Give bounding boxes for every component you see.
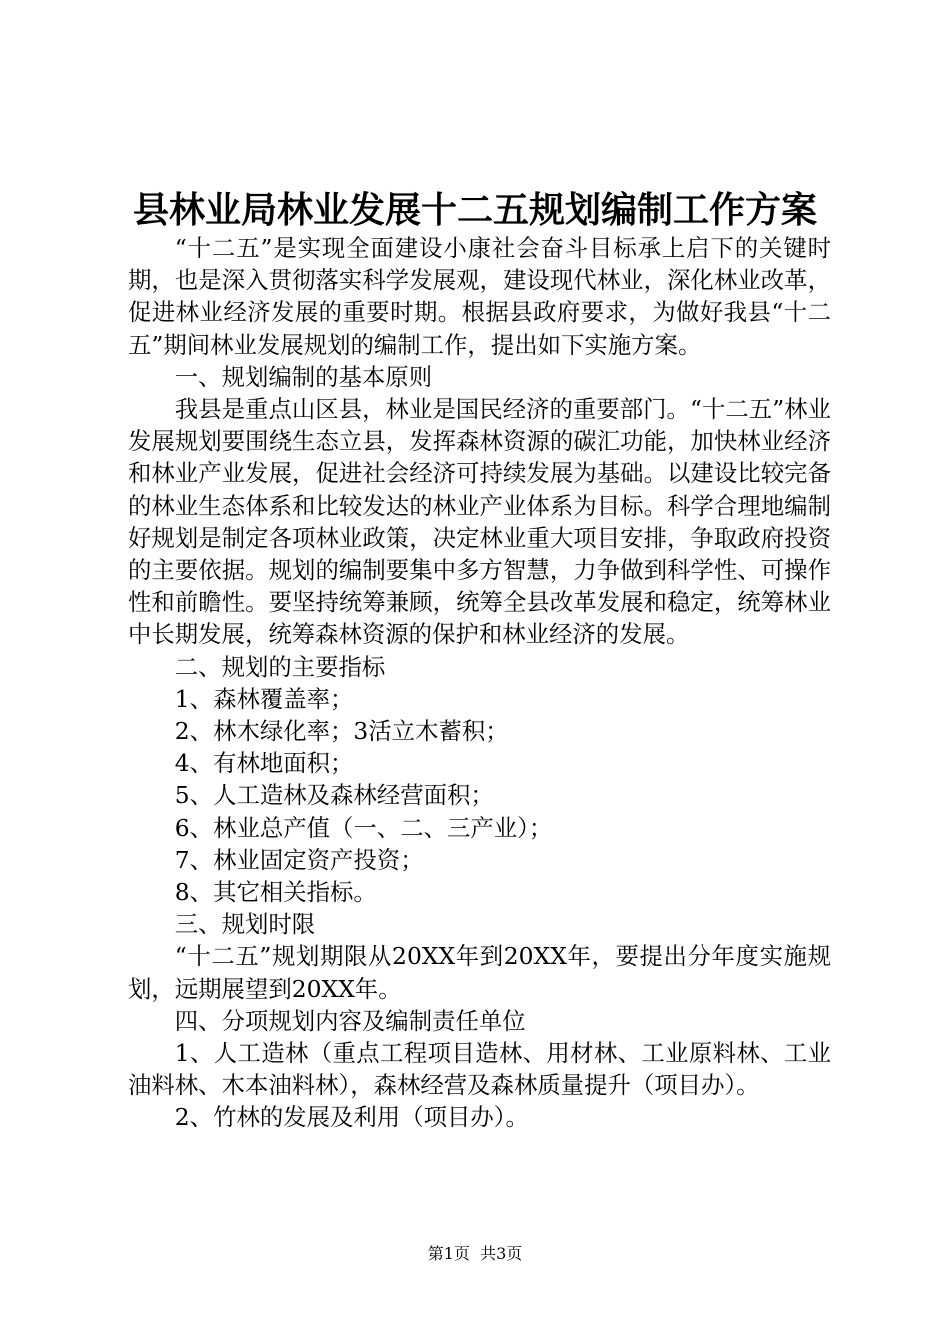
indicator-item: 8、其它相关指标。 bbox=[174, 878, 377, 907]
document-body bbox=[128, 232, 831, 1134]
principles-paragraph: 我县是重点山区县，林业是国民经济的重要部门。“十二五”林业发展规划要围绕生态立县，发挥森林资源的碳汇功能，加快林业经济和林业产业发展，促进社会经济可持续发展为基础。以建设比较完备的林业生态体系和比较发达的林业产业体系为目标。科学合理地编制好规划是制定各项林业政策，决定林业重大项目安排，争取政府投资的主要依据。规划的编制要集中多方智慧，力争做到科学性、可操作性和前瞻性。要坚持统筹兼顾，统筹全县改革发展和稳定，统筹林业中长期发展，统筹森林资源的保护和林业经济的发展。 bbox=[128, 395, 831, 649]
indicator-item: 7、林业固定资产投资； bbox=[174, 845, 424, 874]
content-item: 2、竹林的发展及利用（项目办）。 bbox=[174, 1103, 529, 1132]
indicator-item: 2、林木绿化率；3活立木蓄积； bbox=[174, 717, 509, 746]
section-heading-indicators: 二、规划的主要指标 bbox=[174, 652, 386, 681]
page-number: 第1页 bbox=[427, 1244, 470, 1263]
page-total: 共3页 bbox=[480, 1244, 523, 1263]
indicator-item: 6、林业总产值（一、二、三产业）； bbox=[174, 813, 553, 842]
timeframe-paragraph: “十二五”规划期限从20XX年到20XX年，要提出分年度实施规划，远期展望到20XX年。 bbox=[128, 942, 831, 1003]
indicator-item: 1、森林覆盖率； bbox=[174, 684, 354, 713]
page-footer bbox=[0, 1242, 950, 1266]
footer-spacer bbox=[470, 1244, 480, 1263]
content-item: 1、人工造林（重点工程项目造林、用材林、工业原料林、工业油料林、木本油料林），森林经营及森林质量提升（项目办）。 bbox=[128, 1039, 831, 1100]
document-title: 县林业局林业发展十二五规划编制工作方案 bbox=[132, 189, 817, 231]
section-heading-principles: 一、规划编制的基本原则 bbox=[174, 362, 433, 391]
intro-paragraph: “十二五”是实现全面建设小康社会奋斗目标承上启下的关键时期，也是深入贯彻落实科学发展观，建设现代林业，深化林业改革，促进林业经济发展的重要时期。根据县政府要求，为做好我县“十二五”期间林业发展规划的编制工作，提出如下实施方案。 bbox=[128, 234, 831, 359]
section-heading-timeframe: 三、规划时限 bbox=[174, 910, 316, 939]
section-heading-content: 四、分项规划内容及编制责任单位 bbox=[174, 1006, 526, 1035]
indicator-item: 5、人工造林及森林经营面积； bbox=[174, 781, 494, 810]
indicator-item: 4、有林地面积； bbox=[174, 749, 354, 778]
